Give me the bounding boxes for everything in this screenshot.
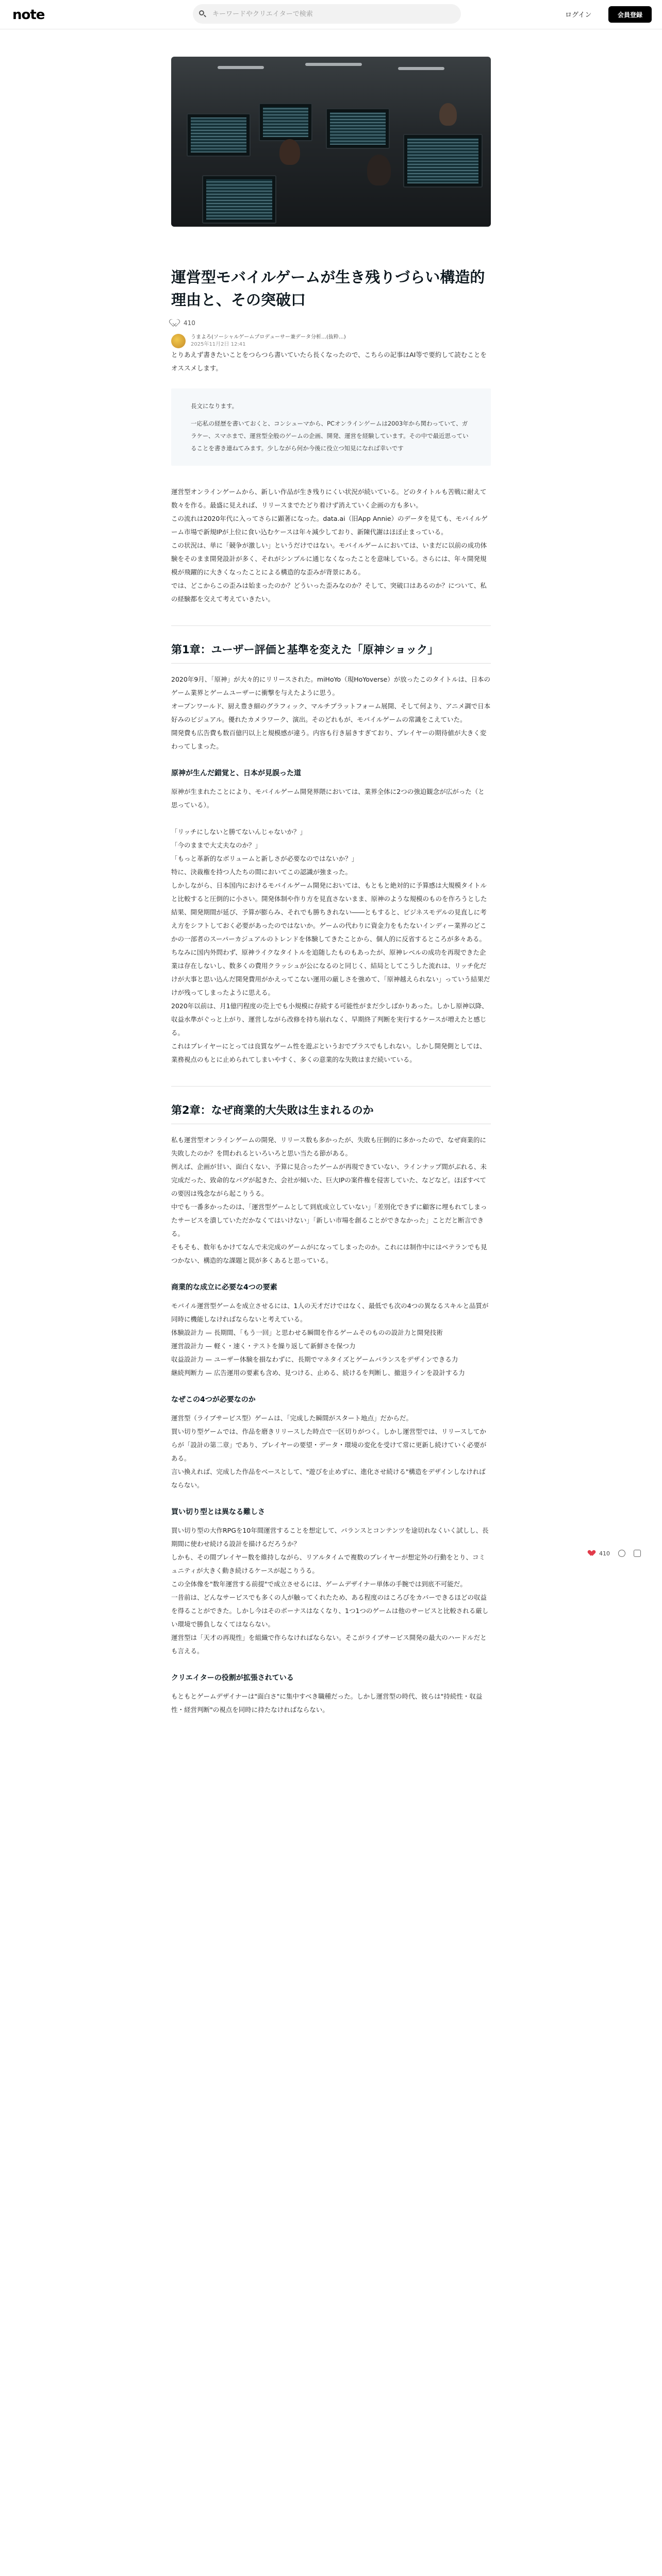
paragraph: 原神が生まれたことにより、モバイルゲーム開発界隈においては、業界全体に2つの強迫観念が広がった（と思っている）。 (171, 788, 485, 809)
paragraph: 一昔前は、どんなサービスでも多くの人が触ってくれたため、ある程度のはころびをカバーできるほどの収益を得ることができた。しかし今はそのボーナスはなくなり、1つ1つのゲームは他のサービスと比較される厳しい環境で勝負しなくてはならない。 (171, 1594, 489, 1628)
share-icon[interactable] (634, 1550, 641, 1557)
author-avatar[interactable] (171, 334, 186, 348)
paragraph: 特に、決裁権を持つ人たちの間においてこの認識が強まった。 (171, 868, 352, 876)
heart-icon[interactable] (171, 319, 179, 327)
section-heading: クリエイターの役割が拡張されている (171, 1674, 294, 1682)
paragraph: では、どこからこの歪みは始まったのか？どういった歪みなのか？そして、突破口はあるのか？について、私の経験都を交えて考えていきたい。 (171, 582, 487, 603)
paragraph: ちなみに国内外問わず、原神ライクなタイトルを追随したものもあったが、原神レベルの成功を再現できた企業は存在しないし、数多くの費用クラッシュが公になるのと同じく、結局としてこうした流れは、リッチ化だけが大事と思い込んだ開発費用がかえってこない運用の厳しさを強めて、「原神越えられない」っていう結果だけが残ってしまったように思える。 (171, 948, 490, 996)
divider (171, 625, 491, 626)
paragraph: そもそも、数年もかけてなんで未完成のゲームがになってしまったのか。これには制作中にはベテランでも見つかない、構造的な課題と罠が多くあると思っている。 (171, 1243, 487, 1264)
signup-button[interactable]: 会員登録 (608, 6, 652, 23)
section-heading: 買い切り型とは異なる難しさ (171, 1508, 265, 1516)
quote-line: 一応私の経歴を書いておくと、コンシューマから、PCオンラインゲームは2003年から関わっていて、ガラケー、スマホまで、運営型全般のゲームの企画、開発、運営を経験しています。その中で最近思っていることを書き連ねてみます。少しながら何か今後に役立つ知見になれば幸いです (191, 420, 469, 452)
top-header (0, 0, 662, 29)
quote-line: 「今のままで大丈夫なのか？」 (171, 841, 262, 849)
article-title: 運営型モバイルゲームが生き残りづらい構造的理由と、その突破口 (171, 268, 485, 309)
paragraph: 2020年9月、「原神」が大々的にリリースされた。miHoYo（現HoYoverse）が放ったこのタイトルは、日本のゲーム業界とゲームユーザーに衝撃を与えたように思う。 (171, 675, 491, 697)
paragraph: この状況は、単に「競争が激しい」というだけではない。モバイルゲームにおいては、いまだに以前の成功体験をそのまま開発設計が多く、それがシンプルに通じなくなったことを意味している。さらには、年々開発規模が飛躍的に大きくなったことによる構造的な歪みが背景にある。 (171, 541, 487, 576)
like-count: 410 (184, 319, 195, 327)
paragraph: 言い換えれば、完成した作品をベースとして、"遊びを止めずに、進化させ続ける"構造をデザインしなければならない。 (171, 1468, 486, 1489)
note-logo[interactable]: note (12, 7, 45, 23)
chapter-2-heading: 第2章：なぜ商業的大失敗は生まれるのか (171, 1102, 491, 1124)
search-input[interactable] (211, 10, 451, 19)
quote-line: 「もっと革新的なボリュームと新しさが必要なのではないか？」 (171, 855, 358, 862)
like-row[interactable] (171, 319, 491, 327)
chapter-1-heading: 第1章：ユーザー評価と基準を変えた「原神ショック」 (171, 641, 491, 664)
section-heading: 原神が生んだ錯覚と、日本が見誤った道 (171, 769, 301, 777)
author-row[interactable] (171, 334, 491, 348)
paragraph: モバイル運営型ゲームを成立させるには、1人の天才だけではなく、最低でも次の4つの異なるスキルと品質が同時に機能しなければならないと考えている。 (171, 1302, 489, 1323)
paragraph: 買い切り型ゲームでは、作品を磨きリリースした時点で一区切りがつく。しかし運営型では、リリースしてからが「設計の第二章」であり、プレイヤーの要望・データ・環境の変化を受けて常に更新し続けていく必要がある。 (171, 1428, 487, 1462)
paragraph: 2020年以前は、月1億円程度の売上でも小規模に存続する可能性がまだ少しばかりあった。しかし原神以降、収益水準がぐっと上がり、運営しながら改修を持ち崩れなく、早期終了判断を実行するケースが増えたと感じる。 (171, 1002, 488, 1037)
intro-paragraph: とりあえず書きたいことをつらつら書いていたら長くなったので、こちらの記事はAI等で要約して読むことをオススメします。 (171, 351, 487, 372)
author-name[interactable]: うまよろ(ソーシャルゲームプロデューサー兼データ分析…(抜粋…) (191, 334, 346, 340)
paragraph: オープンワールド、厨え豊き細のグラフィック、マルチプラットフォーム展開、そして何より、アニメ調で日本好みのビジュアル。優れたカメラワーク、演出。そのどれもが、モバイルゲームの常識をこえていた。 (171, 702, 491, 723)
paragraph: これはプレイヤーにとっては良質なゲーム性を遊ぶというおでプラスでもしれない。しかし開発側としては、業務視点のもとに止められてしまいやすく、多くの意業的な失敗はまだ続いている。 (171, 1042, 486, 1063)
list-item: 収益設計力 — ユーザー体験を損なわずに、長期でマネタイズとゲームバランスをデザインできる力 (171, 1355, 458, 1363)
paragraph: 私も運営型オンラインゲームの開発、リリース数も多かったが、失敗も圧倒的に多かったので、なぜ商業的に失敗したのか？を問われるといろいろと思い当たる節がある。 (171, 1136, 487, 1157)
list-item: 運営設計力 — 軽く・速く・テストを繰り返して新鮮さを保つ力 (171, 1342, 356, 1350)
quote-line: 「リッチにしないと勝てないんじゃないか？」 (171, 828, 307, 836)
paragraph: この全体像を"数年運営する前提"で成立させるには、ゲームデザイナー単体の手腕では到底不可能だ。 (171, 1580, 467, 1588)
login-link[interactable]: ログイン (565, 11, 592, 19)
list-item: 体験設計力 — 長期間、「もう一回」と思わせる瞬間を作るゲームそのものの設計力と開発技術 (171, 1329, 443, 1336)
like-heart-icon[interactable] (589, 1550, 596, 1556)
paragraph: 中でも一番多かったのは、「運営型ゲームとして到底成立していない」「差別化できずに顧客に埋もれてしまったサービスを潰していただかなくてはいけない」「新しい市場を創ることができなかった」ことだと断言できる。 (171, 1203, 487, 1238)
publish-date: 2025年11月2日 12:41 (191, 342, 246, 347)
list-item: 継続判断力 — 広告運用の要素も含め、見つける、止める、続けるを判断し、撤退ラインを設計する力 (171, 1369, 465, 1377)
floating-like-count: 410 (599, 1550, 610, 1557)
paragraph: 運営型は「天才の再現性」を組織で作らなければならない。そこがライブサービス開発の最大のハードルだとも言える。 (171, 1634, 487, 1655)
search-bar[interactable] (193, 4, 461, 24)
paragraph: 運営型オンラインゲームから、新しい作品が生き残りにくい状況が続いている。どのタイトルも苦戦に耐えて数々を作る。最盛に見えれば、リリースまでたどり着けず消えていく企画の方も多い。 (171, 488, 487, 509)
paragraph: 開発費も広告費も数百億円以上と規模感が違う。内容も行き届きすぎており、プレイヤーの期待値が大きく変わってしまった。 (171, 729, 487, 750)
divider (171, 1086, 491, 1087)
paragraph: 買い切り型の大作RPGを10年間運営することを想定して、バランスとコンテンツを途切れなくいく試しし、長期間に使わせ続ける設計を描けるだろうか？ (171, 1527, 489, 1548)
paragraph: もともとゲームデザイナーは"面白さ"に集中すべき職種だった。しかし運営型の時代、彼らは"持続性・収益性・経営判断"の視点を同時に持たなければならない。 (171, 1692, 483, 1714)
profile-quote (171, 388, 491, 466)
paragraph: 運営型（ライブサービス型）ゲームは、「完成した瞬間がスタート地点」だからだ。 (171, 1414, 413, 1422)
floating-action-bar (589, 1550, 641, 1557)
section-heading: なぜこの4つが必要なのか (171, 1396, 256, 1404)
section-heading: 商業的な成立に必要な4つの要素 (171, 1283, 277, 1292)
paragraph: しかも、その間プレイヤー数を維持しながら、リアルタイムで複数のプレイヤーが想定外の行動をとり、コミュニティが大きく動き続けるケースが起こりうる。 (171, 1553, 486, 1574)
article-column (171, 57, 491, 1717)
comment-icon[interactable] (618, 1550, 625, 1557)
paragraph: しかしながら、日本国内におけるモバイルゲーム開発においては、もともと絶対的に予算感は大規模タイトルと比較すると圧倒的に小さい。開発体制や作り方を見直さないまま、原神のような規模のものを作ろうとした結果、開発期間が延び、予算が膨らみ、それでも勝ちきれない――ともすると、ビジネスモデルの見直しに考え方をシフトしておく必要があったのではないか。ゲームの代わりに資金力をもたないインディー業界のどこかの一部者のスーパーカジュアルのトレンドを体験してきたことから、個人的に反省するところが多々ある。 (171, 882, 487, 943)
quote-line: 長文になります。 (191, 402, 238, 410)
search-icon (199, 10, 206, 18)
paragraph: この流れは2020年代に入ってさらに顕著になった。data.ai（旧App Annie）のデータを見ても、モバイルゲーム市場で新規IPが上位に食い込むケースは年々減少しており、新陳代謝はほぼ止まっている。 (171, 515, 488, 536)
paragraph: 例えば、企画が甘い、面白くない、予算に見合ったゲームが再現できていない、ラインナップ間がぶれる、未完成だった、致命的なバグが起きた、会社が傾いた、巨大IPの案件権を侵害していた、などなど。ほぼすべての要因は残念ながら起こりうる。 (171, 1163, 487, 1197)
hero-image (171, 57, 491, 227)
